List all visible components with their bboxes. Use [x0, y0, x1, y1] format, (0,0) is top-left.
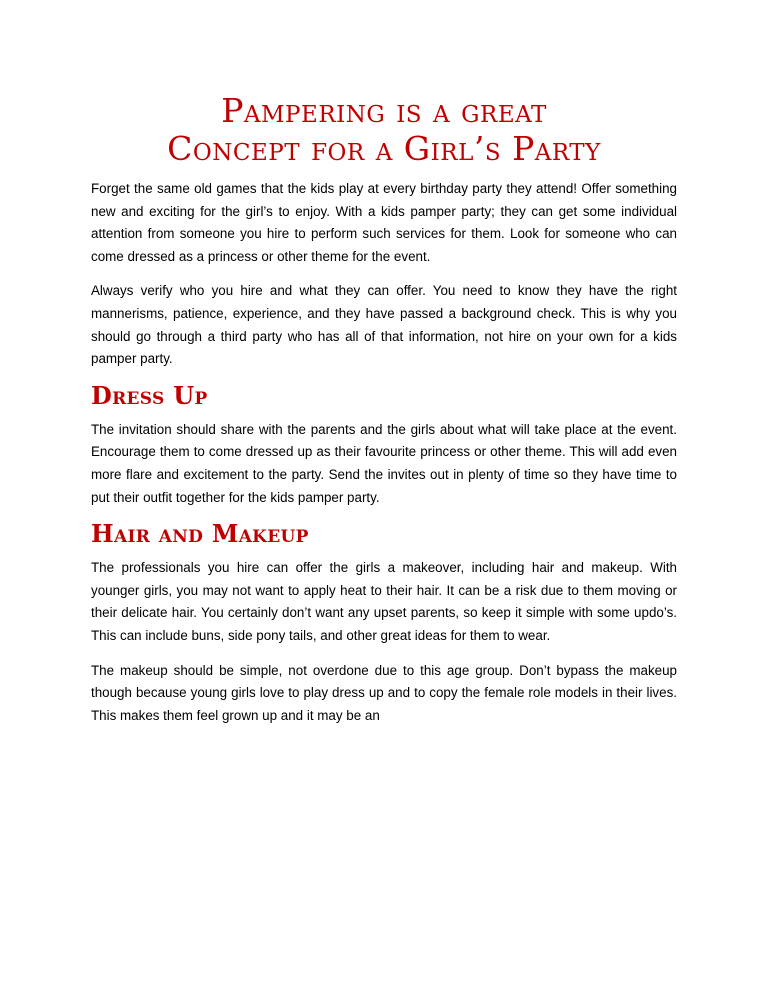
page-title	[91, 92, 677, 168]
section-heading-hair-and-makeup: Hair and Makeup	[91, 519, 309, 549]
hair-makeup-paragraph-2: The makeup should be simple, not overdone due to this age group. Don’t bypass the makeup though because young girls love to play dress up and to copy the female role models in their lives. This makes them feel grown up and it may be an	[91, 662, 677, 723]
intro-paragraph-1: Forget the same old games that the kids play at every birthday party they attend! Offer something new and exciting for the girl’s to enjoy. With a kids pamper party; they can get some individual attention from someone you hire to perform such services for them. Look for someone who can come dressed as a princess or other theme for the event.	[91, 181, 677, 264]
page-title-line-1: Pampering is a great	[221, 91, 547, 130]
page-title-line-2: Concept for a Girl’s Party	[167, 129, 601, 168]
dress-up-paragraph-1: The invitation should share with the parents and the girls about what will take place at the event. Encourage them to come dressed up as their favourite princess or other theme. This will add even more flare and excitement to the party. Send the invites out in plenty of time so they have time to put their outfit together for the kids pamper party.	[91, 421, 677, 505]
section-heading-dress-up: Dress Up	[91, 380, 208, 410]
hair-makeup-paragraph-1: The professionals you hire can offer the girls a makeover, including hair and makeup. With younger girls, you may not want to apply heat to their hair. It can be a risk due to them moving or their delicate hair. You certainly don’t want any upset parents, so keep it simple with some updo’s. This can include buns, side pony tails, and other great ideas for them to wear.	[91, 560, 677, 643]
intro-paragraph-2: Always verify who you hire and what they can offer. You need to know they have the right mannerisms, patience, experience, and they have passed a background check. This is why you should go through a third party who has all of that information, not hire on your own for a kids pamper party.	[91, 283, 677, 367]
